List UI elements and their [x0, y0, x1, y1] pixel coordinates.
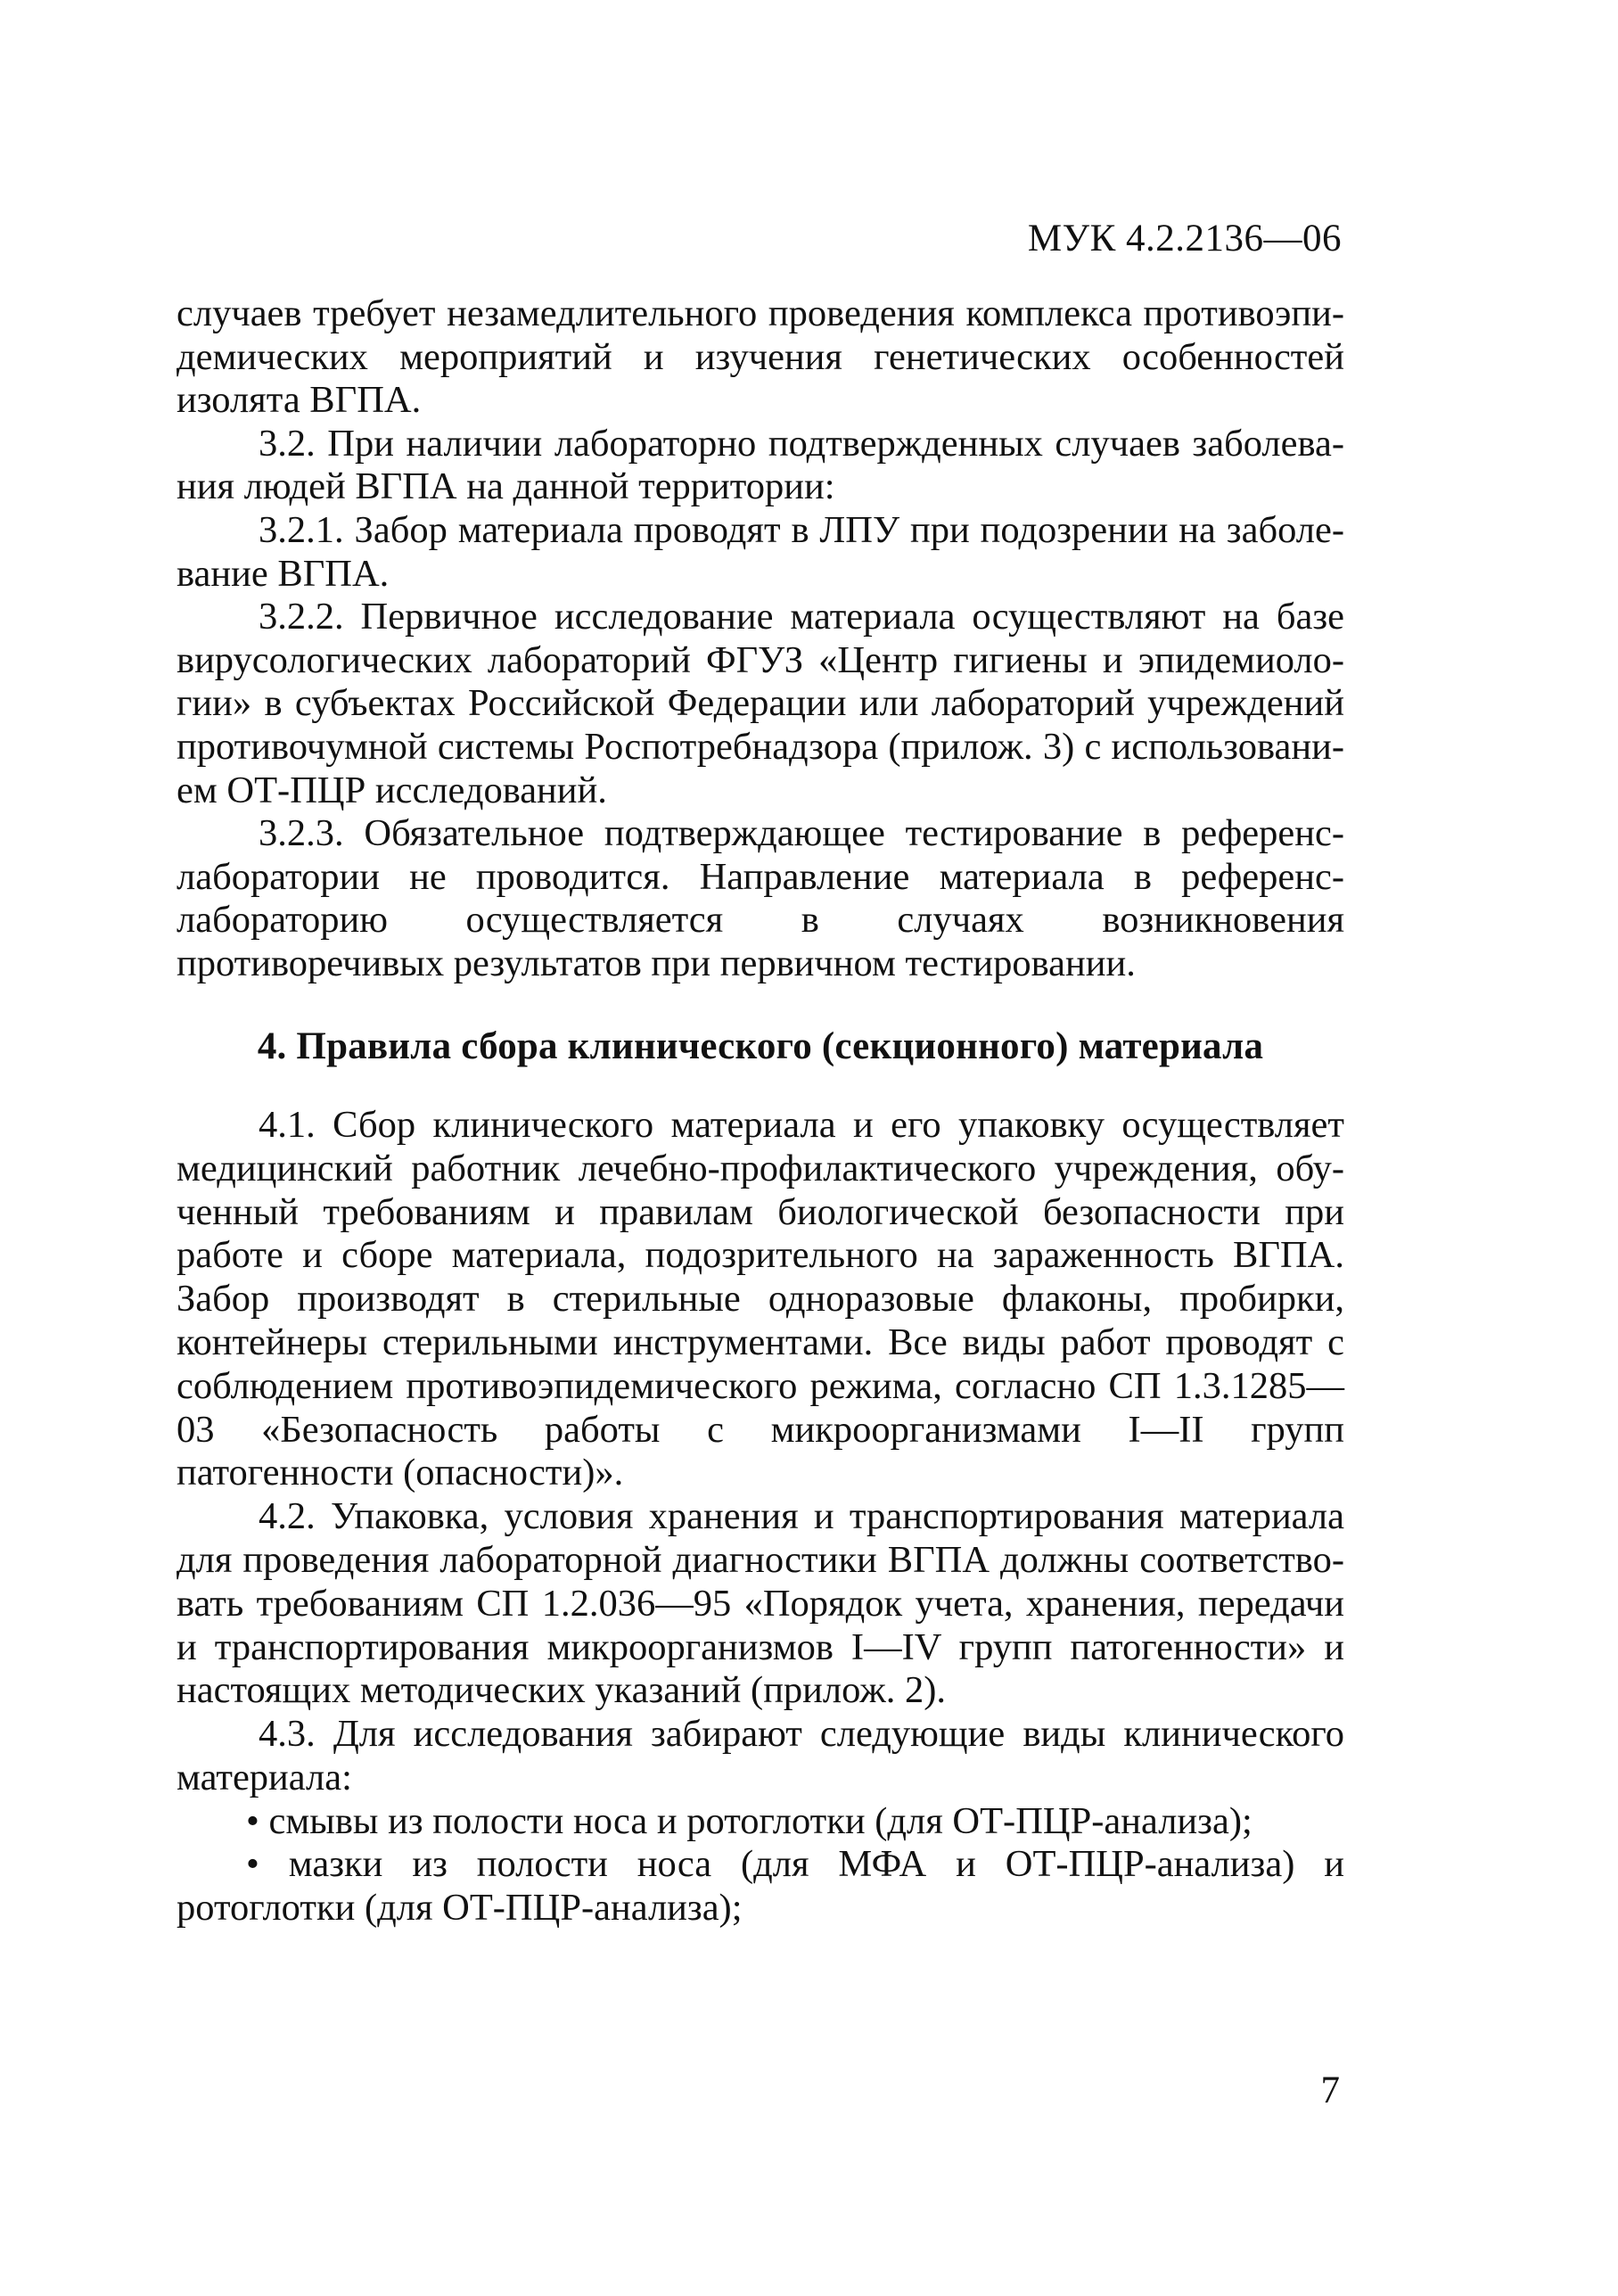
list-item-bullet-1: • смывы из полости носа и ротоглотки (для ОТ-ПЦР-анализа);: [246, 1799, 1253, 1842]
paragraph-3-2-2: 3.2.2. Первичное исследование материала осуществляют на базе вирусологических лабораторий ФГУЗ «Центр гигиены и эпидемиологии» в субъектах Российской Федерации или лабораторий учреждений противочумной системы Роспотребнадзора (прилож. 3) с использованием ОТ-ПЦР исследований.: [177, 596, 1344, 811]
page-body: [177, 292, 1344, 1930]
paragraph-4-3: 4.3. Для исследования забирают следующие виды клинического материала:: [177, 1713, 1344, 1799]
page-number: 7: [1320, 2070, 1340, 2111]
list-item-bullet-2: • мазки из полости носа (для МФА и ОТ-ПЦР-анализа) и ротоглотки (для ОТ-ПЦР-анализа);: [177, 1843, 1344, 1930]
document-code-header: МУК 4.2.2136—06: [1027, 218, 1342, 259]
paragraph-continuation: случаев требует незамедлительного проведения комплекса противоэпидемических мероприятий и изучения генетических особенностей изолята ВГПА.: [177, 292, 1344, 422]
paragraph-3-2: 3.2. При наличии лабораторно подтвержденных случаев заболевания людей ВГПА на данной территории:: [177, 422, 1344, 508]
section-4-body: [177, 1104, 1344, 1930]
paragraph-4-1: 4.1. Сбор клинического материала и его упаковку осуществляет медицинский работник лечебно-профилактического учреждения, обученный требованиям и правилам биологической безопасности при работе и сборе материала, подозрительного на зараженность ВГПА. Забор производят в стерильные одноразовые флаконы, пробирки, контейнеры стерильными инструментами. Все виды работ проводят с соблюдением противоэпидемического режима, согласно СП 1.3.1285—03 «Безопасность работы с микроорганизмами I—II групп патогенности (опасности)».: [177, 1104, 1344, 1494]
section-4-heading: 4. Правила сбора клинического (секционного) материала: [257, 1025, 1264, 1067]
paragraph-3-2-1: 3.2.1. Забор материала проводят в ЛПУ при подозрении на заболевание ВГПА.: [177, 508, 1344, 595]
paragraph-4-2: 4.2. Упаковка, условия хранения и транспортирования материала для проведения лабораторной диагностики ВГПА должны соответствовать требованиям СП 1.2.036—95 «Порядок учета, хранения, передачи и транспортирования микроорганизмов I—IV групп патогенности» и настоящих методических указаний (прилож. 2).: [177, 1495, 1344, 1712]
paragraph-3-2-3: 3.2.3. Обязательное подтверждающее тестирование в референс-лаборатории не проводится. Направление материала в референс-лабораторию осуществляется в случаях возникновения противоречивых результатов при первичном тестировании.: [177, 812, 1344, 984]
